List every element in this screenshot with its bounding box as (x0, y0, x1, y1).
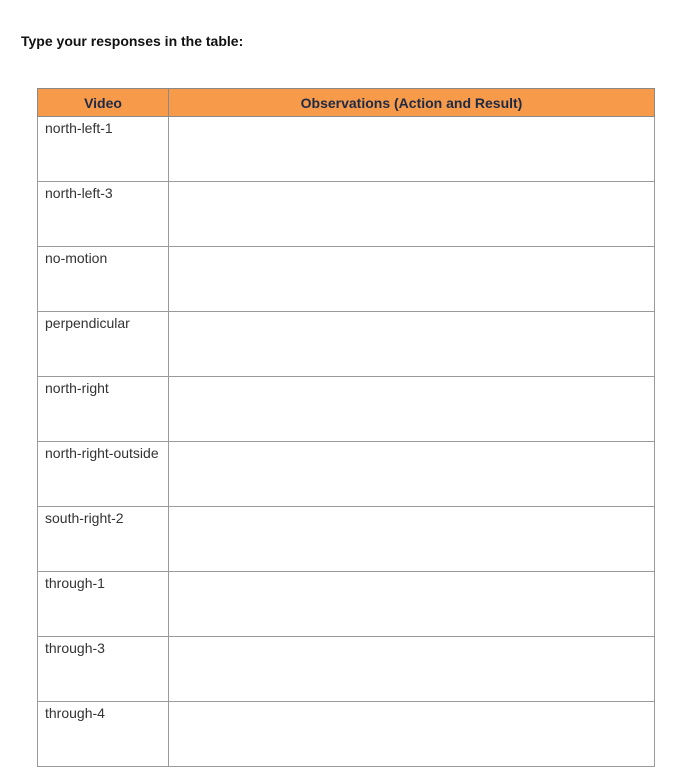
table-row (38, 377, 655, 442)
video-name-cell: no-motion (38, 247, 169, 312)
video-name-cell: north-right (38, 377, 169, 442)
video-name-cell: through-1 (38, 572, 169, 637)
table-body (38, 117, 655, 767)
instruction-text: Type your responses in the table: (21, 33, 244, 49)
observation-cell[interactable] (169, 312, 655, 377)
table-row (38, 117, 655, 182)
table-row (38, 182, 655, 247)
table-row (38, 247, 655, 312)
observation-cell[interactable] (169, 637, 655, 702)
observation-cell[interactable] (169, 377, 655, 442)
observations-column-header: Observations (Action and Result) (169, 89, 655, 117)
observation-cell[interactable] (169, 442, 655, 507)
observation-input[interactable] (169, 312, 654, 376)
video-name-cell: north-right-outside (38, 442, 169, 507)
observation-input[interactable] (169, 377, 654, 441)
observation-input[interactable] (169, 637, 654, 701)
table-row (38, 312, 655, 377)
observation-cell[interactable] (169, 702, 655, 767)
observation-input[interactable] (169, 117, 654, 181)
observation-cell[interactable] (169, 182, 655, 247)
table-header-row (38, 89, 655, 117)
observation-input[interactable] (169, 442, 654, 506)
observation-cell[interactable] (169, 507, 655, 572)
observation-cell[interactable] (169, 117, 655, 182)
video-column-header: Video (38, 89, 169, 117)
video-name-cell: north-left-1 (38, 117, 169, 182)
responses-table (37, 88, 655, 767)
video-name-cell: through-4 (38, 702, 169, 767)
table-row (38, 702, 655, 767)
video-name-cell: north-left-3 (38, 182, 169, 247)
video-name-cell: perpendicular (38, 312, 169, 377)
observation-input[interactable] (169, 507, 654, 571)
table-row (38, 507, 655, 572)
observation-cell[interactable] (169, 572, 655, 637)
observation-cell[interactable] (169, 247, 655, 312)
observation-input[interactable] (169, 572, 654, 636)
table-row (38, 637, 655, 702)
observation-input[interactable] (169, 702, 654, 766)
observation-input[interactable] (169, 247, 654, 311)
table-row (38, 442, 655, 507)
observation-input[interactable] (169, 182, 654, 246)
video-name-cell: south-right-2 (38, 507, 169, 572)
table-row (38, 572, 655, 637)
video-name-cell: through-3 (38, 637, 169, 702)
